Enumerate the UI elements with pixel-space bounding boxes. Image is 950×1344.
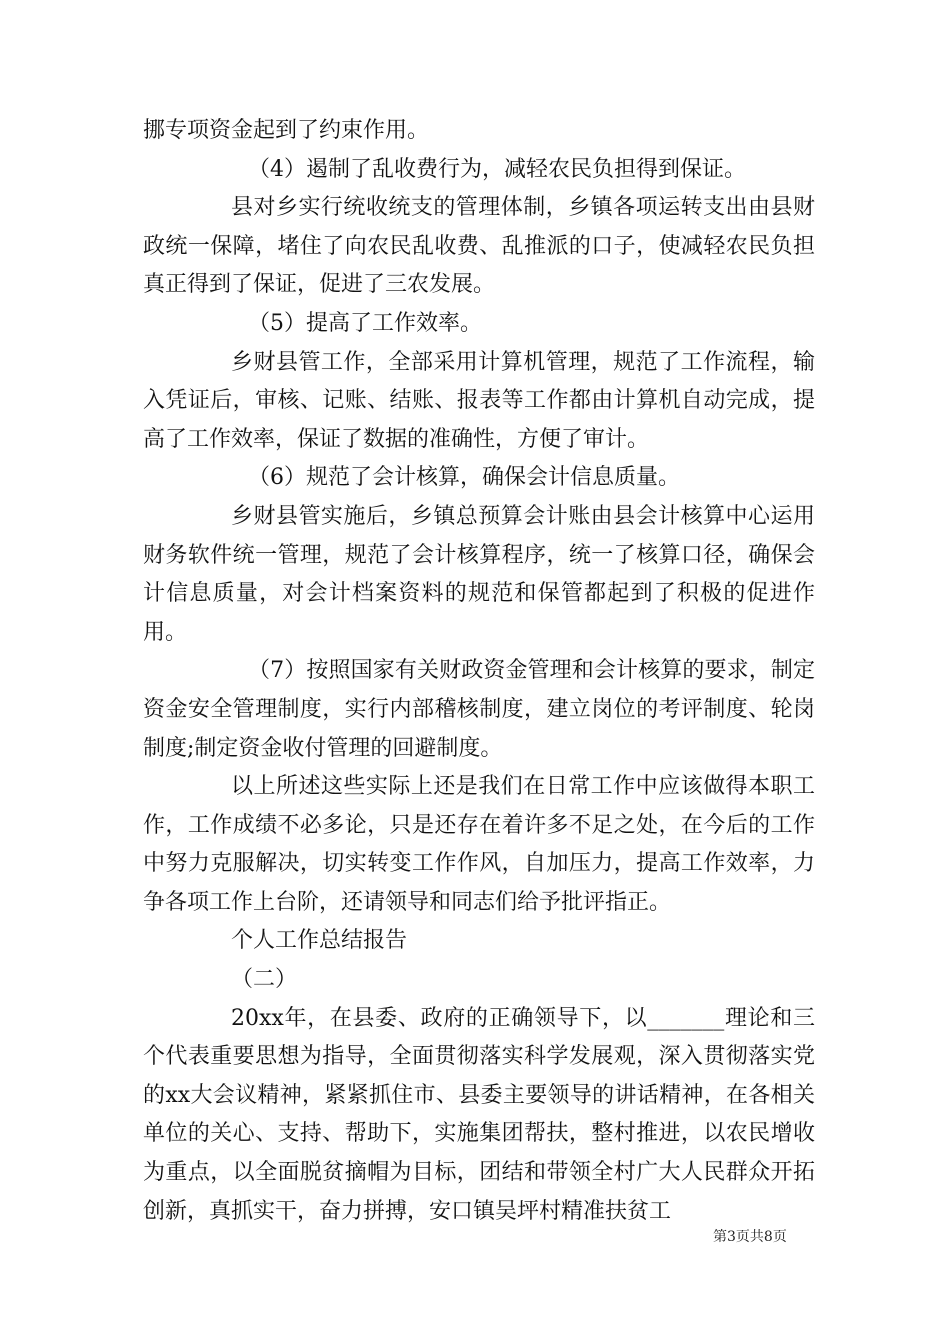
paragraph-conclusion: 以上所述这些实际上还是我们在日常工作中应该做得本职工作，工作成绩不必多论，只是还存在着许多不足之处，在今后的工作中努力克服解决，切实转变工作作风，自加压力，提高工作效率，力争各项工作上台阶，还请领导和同志们给予批评指正。 [143,774,815,915]
document-body [143,112,815,1231]
paragraph-item-7: （7）按照国家有关财政资金管理和会计核算的要求，制定资金安全管理制度，实行内部稽核制度，建立岗位的考评制度、轮岗制度;制定资金收付管理的回避制度。 [143,658,815,761]
section-number: （二） [231,967,298,993]
heading-item-5: （5）提高了工作效率。 [248,310,482,336]
heading-item-6: （6）规范了会计核算，确保会计信息质量。 [248,465,680,491]
paragraph-item-5: 乡财县管工作，全部采用计算机管理，规范了工作流程，输入凭证后，审核、记账、结账、报表等工作都由计算机自动完成，提高了工作效率，保证了数据的准确性，方便了审计。 [143,349,815,452]
page-number-footer: 第3页共8页 [713,1229,787,1245]
heading-item-4: （4）遏制了乱收费行为，减轻农民负担得到保证。 [248,156,746,182]
paragraph-report-intro: 20xx年，在县委、政府的正确领导下，以_______理论和三个代表重要思想为指导，全面贯彻落实科学发展观，深入贯彻落实党的xx大会议精神，紧紧抓住市、县委主要领导的讲话精神，在各相关单位的关心、支持、帮助下，实施集团帮扶，整村推进，以农民增收为重点，以全面脱贫摘帽为目标，团结和带领全村广大人民群众开拓创新，真抓实干，奋力拼搏，安口镇吴坪村精准扶贫工 [143,1005,815,1224]
paragraph-item-6: 乡财县管实施后，乡镇总预算会计账由县会计核算中心运用财务软件统一管理，规范了会计核算程序，统一了核算口径，确保会计信息质量，对会计档案资料的规范和保管都起到了积极的促进作用。 [143,503,815,645]
paragraph-item-4: 县对乡实行统收统支的管理体制，乡镇各项运转支出由县财政统一保障，堵住了向农民乱收费、乱推派的口子，使减轻农民负担真正得到了保证，促进了三农发展。 [143,195,815,298]
paragraph-continuation: 挪专项资金起到了约束作用。 [143,118,430,143]
section-title: 个人工作总结报告 [231,928,408,954]
